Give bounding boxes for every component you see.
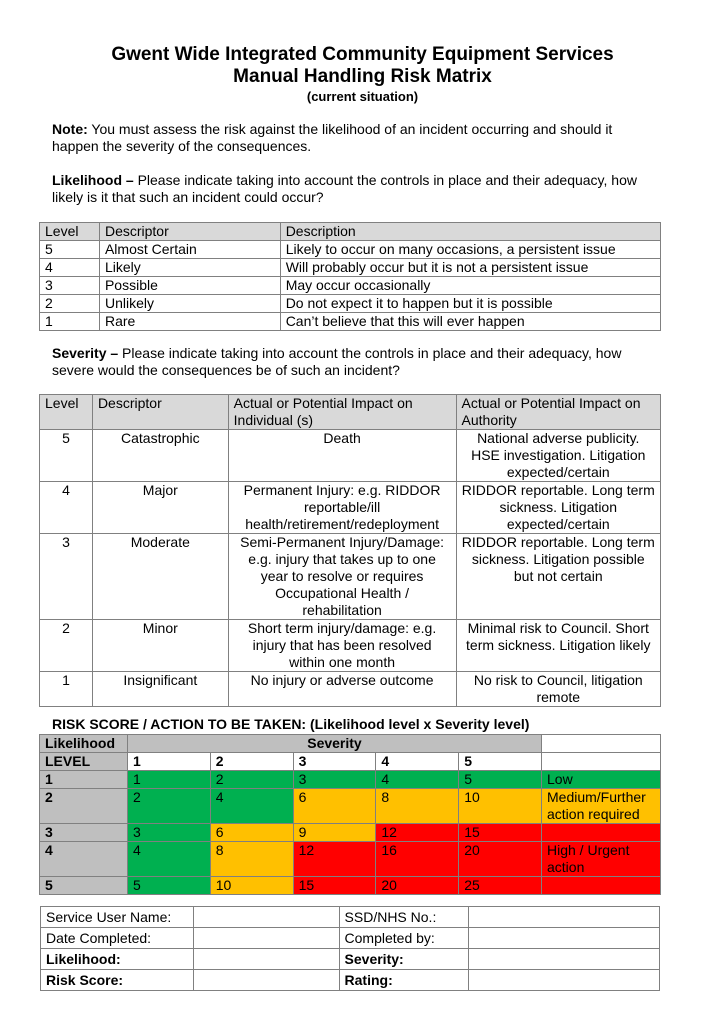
- severity-level: 5: [459, 753, 542, 771]
- cell: Rare: [99, 313, 280, 331]
- header-descriptor: Descriptor: [99, 223, 280, 241]
- form-row: [41, 907, 660, 928]
- table-row: [40, 313, 661, 331]
- matrix-level-row: [40, 753, 661, 771]
- matrix-row: [40, 789, 661, 824]
- score-cell: 16: [376, 842, 459, 877]
- likelihood-level: 5: [40, 877, 128, 895]
- likelihood-level: 1: [40, 771, 128, 789]
- header-level: Level: [40, 223, 100, 241]
- cell: 3: [40, 277, 100, 295]
- matrix-row: [40, 877, 661, 895]
- note-text: You must assess the risk against the likelihood of an incident occurring and should it happen the severity of the consequences.: [52, 121, 613, 154]
- cell: Minimal risk to Council. Short term sickness. Litigation likely: [456, 620, 660, 672]
- score-cell: 20: [459, 842, 542, 877]
- severity-level: 3: [293, 753, 376, 771]
- cell: Likely: [99, 259, 280, 277]
- table-row: [40, 620, 661, 672]
- date-completed-field[interactable]: [193, 928, 339, 949]
- severity-level: 2: [210, 753, 293, 771]
- matrix-row: [40, 771, 661, 789]
- risk-score-label: Risk Score:: [41, 970, 194, 991]
- severity-table: [39, 394, 661, 707]
- score-cell: 4: [376, 771, 459, 789]
- cell: 3: [40, 534, 93, 620]
- cell: Likely to occur on many occasions, a persistent issue: [280, 241, 660, 259]
- score-cell: 4: [210, 789, 293, 824]
- service-user-name-field[interactable]: [193, 907, 339, 928]
- score-cell: 10: [210, 877, 293, 895]
- score-cell: 9: [293, 824, 376, 842]
- cell: 5: [40, 430, 93, 482]
- table-header-row: [40, 223, 661, 241]
- cell: Death: [228, 430, 456, 482]
- cell: Semi-Permanent Injury/Damage: e.g. injury that takes up to one year to resolve or requires Occupational Health / rehabilitation: [228, 534, 456, 620]
- likelihood-level: 3: [40, 824, 128, 842]
- score-cell: 10: [459, 789, 542, 824]
- table-row: [40, 430, 661, 482]
- score-cell: 15: [459, 824, 542, 842]
- cell: RIDDOR reportable. Long term sickness. Litigation expected/certain: [456, 482, 660, 534]
- page-subtitle: Manual Handling Risk Matrix: [233, 66, 492, 87]
- completed-by-field[interactable]: [469, 928, 660, 949]
- cell: Minor: [92, 620, 228, 672]
- form-row: [41, 949, 660, 970]
- likelihood-level: 2: [40, 789, 128, 824]
- page-note-subtitle: (current situation): [306, 89, 419, 104]
- action-low: Low: [542, 771, 661, 789]
- score-cell: 5: [459, 771, 542, 789]
- score-cell: 5: [127, 877, 210, 895]
- cell: Can’t believe that this will ever happen: [280, 313, 660, 331]
- score-cell: 6: [210, 824, 293, 842]
- form-row: [41, 928, 660, 949]
- cell: Catastrophic: [92, 430, 228, 482]
- matrix-severity-header: Severity: [127, 735, 541, 753]
- cell: Moderate: [92, 534, 228, 620]
- cell: 4: [40, 482, 93, 534]
- service-user-name-label: Service User Name:: [41, 907, 194, 928]
- cell: Do not expect it to happen but it is possible: [280, 295, 660, 313]
- severity-level: 4: [376, 753, 459, 771]
- header-description: Description: [280, 223, 660, 241]
- risk-score-field[interactable]: [193, 970, 339, 991]
- likelihood-field-label: Likelihood:: [41, 949, 194, 970]
- cell: Almost Certain: [99, 241, 280, 259]
- assessment-form: [40, 906, 660, 991]
- score-cell: 3: [293, 771, 376, 789]
- cell: Will probably occur but it is not a persistent issue: [280, 259, 660, 277]
- risk-score-heading: RISK SCORE / ACTION TO BE TAKEN: (Likelihood level x Severity level): [52, 716, 530, 732]
- score-cell: 12: [293, 842, 376, 877]
- form-row: [41, 970, 660, 991]
- cell: 2: [40, 620, 93, 672]
- matrix-row: [40, 824, 661, 842]
- cell: Insignificant: [92, 672, 228, 707]
- cell: Possible: [99, 277, 280, 295]
- score-cell: 8: [376, 789, 459, 824]
- cell: Major: [92, 482, 228, 534]
- table-header-row: [40, 395, 661, 430]
- cell: No injury or adverse outcome: [228, 672, 456, 707]
- likelihood-level: 4: [40, 842, 128, 877]
- cell: No risk to Council, litigation remote: [456, 672, 660, 707]
- cell: Short term injury/damage: e.g. injury that has been resolved within one month: [228, 620, 456, 672]
- cell: 1: [40, 672, 93, 707]
- matrix-level-label: LEVEL: [40, 753, 128, 771]
- score-cell: 2: [127, 789, 210, 824]
- severity-field[interactable]: [469, 949, 660, 970]
- matrix-likelihood-header: Likelihood: [40, 735, 128, 753]
- ssd-nhs-no-label: SSD/NHS No.:: [339, 907, 469, 928]
- risk-matrix: [39, 734, 661, 895]
- score-cell: 15: [293, 877, 376, 895]
- severity-level: 1: [127, 753, 210, 771]
- cell: 5: [40, 241, 100, 259]
- date-completed-label: Date Completed:: [41, 928, 194, 949]
- severity-paragraph: [52, 345, 662, 379]
- score-cell: 2: [210, 771, 293, 789]
- score-cell: 6: [293, 789, 376, 824]
- matrix-empty-cell: [542, 735, 661, 753]
- table-row: [40, 534, 661, 620]
- cell: RIDDOR reportable. Long term sickness. Litigation possible but not certain: [456, 534, 660, 620]
- table-row: [40, 482, 661, 534]
- table-row: [40, 295, 661, 313]
- action-empty: [542, 824, 661, 842]
- likelihood-label: Likelihood –: [52, 172, 134, 188]
- matrix-row: [40, 842, 661, 877]
- cell: Permanent Injury: e.g. RIDDOR reportable/ill health/retirement/redeployment: [228, 482, 456, 534]
- table-row: [40, 277, 661, 295]
- likelihood-table: [39, 222, 661, 331]
- cell: 1: [40, 313, 100, 331]
- header-impact-authority: Actual or Potential Impact on Authority: [456, 395, 660, 430]
- table-row: [40, 259, 661, 277]
- score-cell: 25: [459, 877, 542, 895]
- likelihood-field[interactable]: [193, 949, 339, 970]
- severity-field-label: Severity:: [339, 949, 469, 970]
- score-cell: 12: [376, 824, 459, 842]
- cell: Unlikely: [99, 295, 280, 313]
- page-title: Gwent Wide Integrated Community Equipment Services: [111, 44, 614, 65]
- rating-field[interactable]: [469, 970, 660, 991]
- table-row: [40, 241, 661, 259]
- score-cell: 20: [376, 877, 459, 895]
- action-empty: [542, 877, 661, 895]
- likelihood-text: Please indicate taking into account the controls in place and their adequacy, how likely is it that such an incident could occur?: [52, 172, 637, 205]
- ssd-nhs-no-field[interactable]: [469, 907, 660, 928]
- score-cell: 4: [127, 842, 210, 877]
- matrix-empty-cell: [542, 753, 661, 771]
- severity-text: Please indicate taking into account the controls in place and their adequacy, how severe would the consequences be of such an incident?: [52, 345, 622, 378]
- header-descriptor: Descriptor: [92, 395, 228, 430]
- cell: May occur occasionally: [280, 277, 660, 295]
- cell: 4: [40, 259, 100, 277]
- matrix-header-row: [40, 735, 661, 753]
- score-cell: 3: [127, 824, 210, 842]
- rating-label: Rating:: [339, 970, 469, 991]
- note-label: Note:: [52, 121, 88, 137]
- severity-label: Severity –: [52, 345, 119, 361]
- header-level: Level: [40, 395, 93, 430]
- note-paragraph: [52, 121, 662, 155]
- likelihood-paragraph: [52, 172, 662, 206]
- completed-by-label: Completed by:: [339, 928, 469, 949]
- cell: National adverse publicity. HSE investigation. Litigation expected/certain: [456, 430, 660, 482]
- table-row: [40, 672, 661, 707]
- action-high: High / Urgent action: [542, 842, 661, 877]
- header-impact-individual: Actual or Potential Impact on Individual (s): [228, 395, 456, 430]
- score-cell: 8: [210, 842, 293, 877]
- action-medium: Medium/Further action required: [542, 789, 661, 824]
- score-cell: 1: [127, 771, 210, 789]
- cell: 2: [40, 295, 100, 313]
